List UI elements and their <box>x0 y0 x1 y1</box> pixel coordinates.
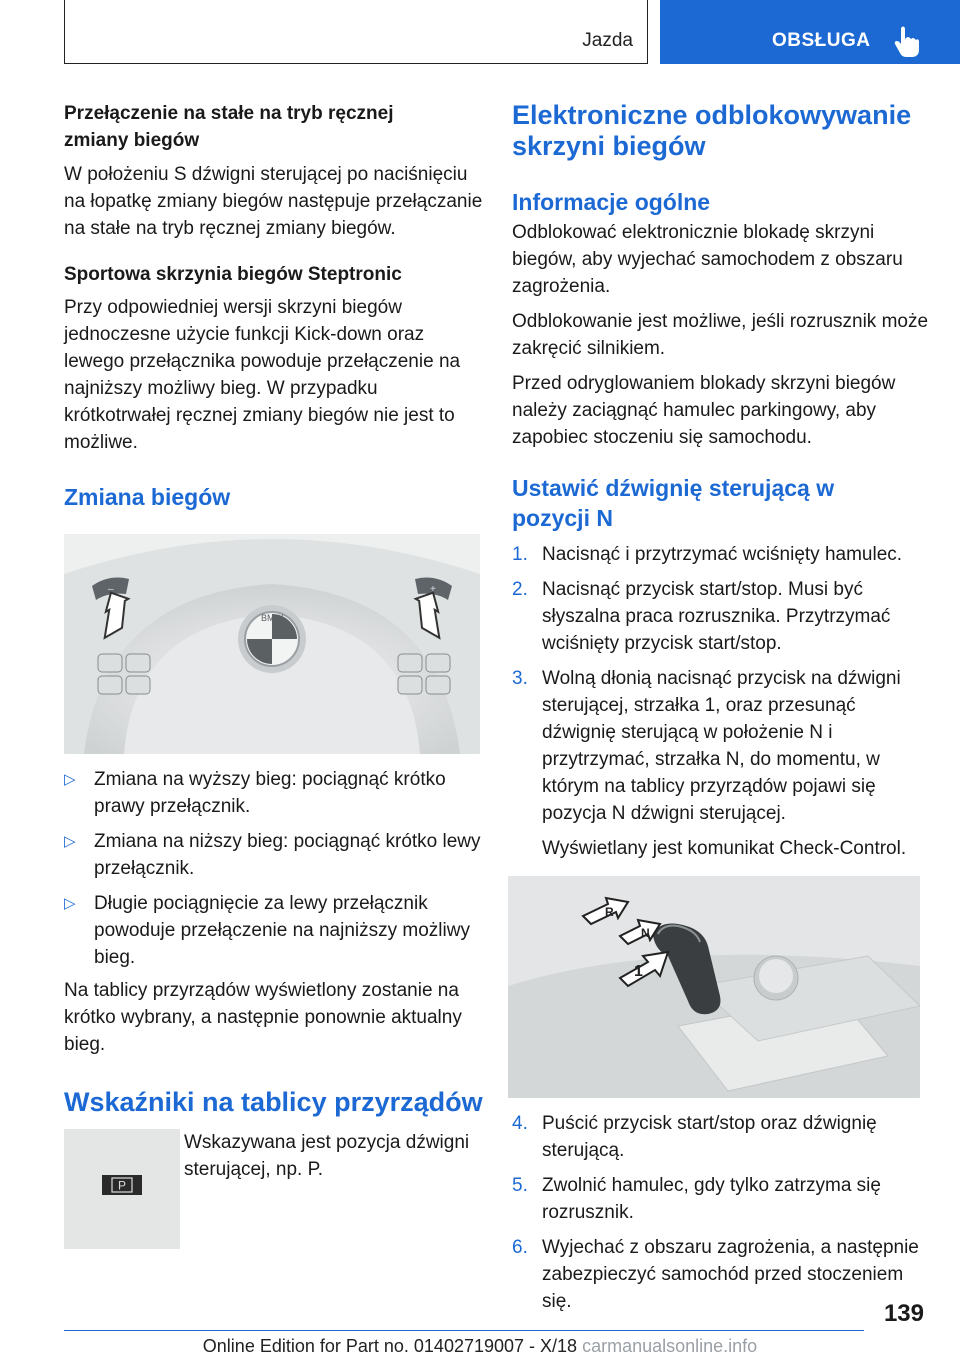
list-item: 5. Zwolnić hamulec, gdy tylko zatrzyma się rozrusznik. <box>512 1175 881 1223</box>
page-number: 139 <box>883 1300 924 1327</box>
section-label: OBSŁUGA <box>772 30 871 51</box>
steering-brand-label: BMW <box>261 613 283 623</box>
heading-set-n: Ustawić dźwignię sterującą w pozycji N <box>512 475 835 531</box>
footer-rule <box>64 1330 864 1331</box>
lever-label-n: N <box>641 926 650 940</box>
right-column <box>512 100 932 1315</box>
list-item: ▷ Długie pociągnięcie za lewy przełącznik powoduje przełączenie na najniższy możliwy bieg. <box>64 890 484 971</box>
heading-gear-change: Zmiana biegów <box>64 484 231 510</box>
steering-wheel-illustration <box>64 534 480 754</box>
list-item: 6. Wyjechać z obszaru zagrożenia, a następnie zabezpieczyć samochód przed stoczeniem się. <box>512 1237 919 1312</box>
left-column <box>64 100 484 1259</box>
steps-list-a <box>512 541 932 827</box>
header-chapter-box <box>64 0 648 64</box>
gear-lever-illustration <box>508 876 920 1098</box>
paragraph-steptronic: Przy odpowiedniej wersji skrzyni biegów jednoczesne użycie funkcji Kick-down oraz lewego przełącznika powoduje przełączenie na najniższy możliwy bieg. W przypadku krótkotrwałej ręcznej zmiany biegów nie jest to możliwe. <box>64 297 461 453</box>
heading-general-info: Informacje ogólne <box>512 189 711 215</box>
paragraph-general-1: Odblokować elektronicznie blokadę skrzyni biegów, aby wyjechać samochodem z obszaru zagrożenia. <box>512 222 903 297</box>
paragraph-general-3: Przed odryglowaniem blokady skrzyni biegów należy zaciągnąć hamulec parkingowy, aby zapobiec stoczeniu się samochodu. <box>512 373 896 448</box>
heading-indicators: Wskaźniki na tablicy przyrządów <box>64 1087 483 1117</box>
gear-change-bullets <box>64 766 484 971</box>
hand-pointer-icon <box>892 24 922 58</box>
indicator-letter: P <box>117 1178 127 1193</box>
steps-list-b <box>512 1110 932 1315</box>
indicator-row <box>64 1129 484 1259</box>
indicator-image <box>64 1129 180 1249</box>
list-item: 1. Nacisnąć i przytrzymać wciśnięty hamulec. <box>512 544 903 565</box>
list-item: 2. Nacisnąć przycisk start/stop. Musi być słyszalna praca rozrusznika. Przytrzymać wciśnięty przycisk start/stop. <box>512 579 891 654</box>
gear-p-indicator <box>64 1129 180 1249</box>
list-item: 3. Wolną dłonią nacisnąć przycisk na dźwigni sterującej, strzałka 1, oraz przesunąć dźwignię sterującą w położenie N i przytrzymać, strzałka N, do momentu, w którym na tablicy przyrządów pojawi się pozycja N dźwigni sterującej. <box>512 668 901 824</box>
paragraph-manual-mode: W położeniu S dźwigni sterującej po naciśnięciu na łopatkę zmiany biegów następuje przełączanie na stałe na tryb ręcznej zmiany biegów. <box>64 164 483 239</box>
lever-label-1: 1 <box>634 963 643 980</box>
header-section-tab[interactable] <box>660 0 960 64</box>
paddle-plus-label: + <box>430 584 436 595</box>
heading-manual-mode: Przełączenie na stałe na tryb ręcznej zmiany biegów <box>64 103 394 151</box>
list-item: 4. Puścić przycisk start/stop oraz dźwignię sterującą. <box>512 1113 877 1161</box>
watermark-text: carmanualsonline.info <box>582 1336 758 1356</box>
triangle-bullet-icon: ▷ <box>64 833 76 850</box>
triangle-bullet-icon: ▷ <box>64 771 76 788</box>
triangle-bullet-icon: ▷ <box>64 895 76 912</box>
gear-lever-image <box>508 876 920 1098</box>
list-item: ▷ Zmiana na niższy bieg: pociągnąć krótko lewy przełącznik. <box>64 828 484 882</box>
paragraph-indicators: Wskazywana jest pozycja dźwigni sterującej, np. P. <box>184 1132 470 1180</box>
footer-edition <box>0 1336 960 1357</box>
paddle-minus-label: – <box>108 584 114 595</box>
list-item: ▷ Zmiana na wyższy bieg: pociągnąć krótko prawy przełącznik. <box>64 766 484 820</box>
paragraph-display: Na tablicy przyrządów wyświetlony zostanie na krótko wybrany, a następnie ponownie aktualny bieg. <box>64 980 462 1055</box>
steering-wheel-image <box>64 534 480 754</box>
chapter-label: Jazda <box>582 30 633 51</box>
edition-text: Online Edition for Part no. 01402719007 - X/18 <box>202 1336 578 1356</box>
lever-label-r: R <box>605 905 614 919</box>
heading-electronic-unlock: Elektroniczne odblokowywanie skrzyni biegów <box>512 100 912 161</box>
paragraph-general-2: Odblokowanie jest możliwe, jeśli rozrusznik może zakręcić silnikiem. <box>512 311 929 359</box>
heading-steptronic: Sportowa skrzynia biegów Steptronic <box>64 264 402 285</box>
step3-note: Wyświetlany jest komunikat Check-Control. <box>542 838 907 859</box>
